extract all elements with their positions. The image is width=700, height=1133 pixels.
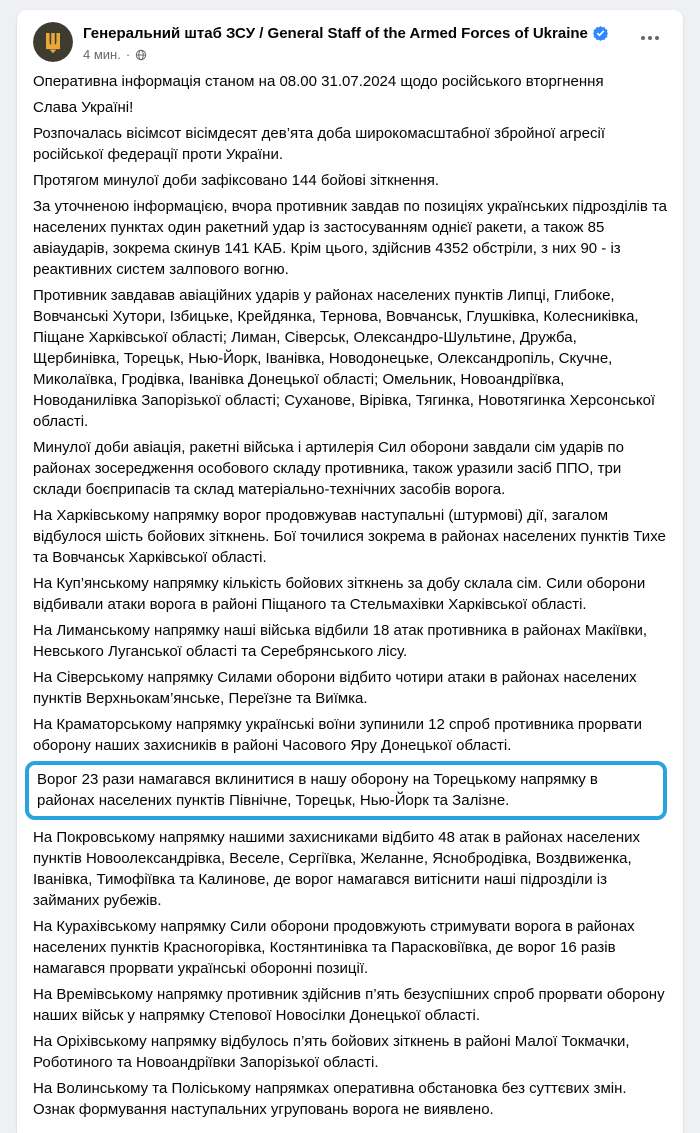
ellipsis-icon: [641, 36, 645, 40]
post-paragraph: На Лиманському напрямку наші війська відбили 18 атак противника в районах Макіївки, Невського Луганської області та Серебрянського лісу.: [33, 622, 648, 660]
post-paragraph: Протягом минулої доби зафіксовано 144 бойові зіткнення.: [33, 172, 440, 189]
post-timestamp[interactable]: 4 мин.: [83, 47, 121, 62]
post-header: [33, 22, 667, 62]
post-paragraph: На Курахівському напрямку Сили оборони продовжують стримувати ворога в районах населених пунктів Красногорівка, Костянтинівка та Парасковіївка, де ворог 16 разів намагався прорвати українські оборонні позиції.: [33, 918, 635, 977]
page-name-link[interactable]: Генеральний штаб ЗСУ / General Staff of the Armed Forces of Ukraine: [83, 25, 588, 42]
post-body: [33, 71, 667, 1120]
post-paragraph: На Куп’янському напрямку кількість бойових зіткнень за добу склала сім. Сили оборони відбивали атаки ворога в районі Піщаного та Стельмахівки Харківської області.: [33, 575, 646, 613]
header-meta: [83, 22, 625, 62]
post-paragraph: Оперативна інформація станом на 08.00 31.07.2024 щодо російського вторгнення: [33, 73, 604, 90]
meta-separator: ·: [125, 47, 131, 62]
post-paragraph: Противник завдавав авіаційних ударів у районах населених пунктів Липці, Глибоке, Вовчанські Хутори, Ізбицьке, Крейдянка, Тернова, Вовчанськ, Глушківка, Колесниківка, Піщане Харківської області; Лиман, Сіверськ, Олександро-Шультине, Дружба, Щербинівка, Торецьк, Нью-Йорк, Іванівка, Новодонецьке, Олександропіль, Скучне, Миколаївка, Гродівка, Іванівка Донецької області; Омельник, Новоандріївка, Новоданилівка Запорізької області; Суханове, Вірівка, Тягинка, Новотягинка Херсонської області.: [33, 287, 656, 430]
post-paragraph: На Оріхівському напрямку відбулось п’ять бойових зіткнень в районі Малої Токмачки, Роботиного та Новоандріївки Запорізької області.: [33, 1033, 630, 1071]
post-paragraph: На Покровському напрямку нашими захисниками відбито 48 атак в районах населених пунктів Новоолександрівка, Веселе, Сергіївка, Желанне, Яснобродівка, Воздвиженка, Іванівка, Тимофіївка та Калинове, де ворог намагався витіснити наші підрозділи із займаних рубежів.: [33, 829, 640, 909]
post-paragraph: На Харківському напрямку ворог продовжував наступальні (штурмові) дії, загалом відбулося шість бойових зіткнень. Бої точилися зокрема в районах населених пунктів Тихе та Вовчанськ Харківської області.: [33, 507, 666, 566]
verified-badge-icon: [593, 26, 608, 41]
post-paragraph: Слава Україні!: [33, 99, 134, 116]
post-options-button[interactable]: [635, 26, 665, 50]
post-paragraph: Розпочалась вісімсот вісімдесят дев’ята доба широкомасштабної збройної агресії російської федерації проти України.: [33, 125, 605, 163]
globe-privacy-icon: [135, 49, 147, 61]
post-paragraph: Минулої доби авіація, ракетні війська і артилерія Сил оборони завдали сім ударів по районах зосередження особового складу противника, також уразили засіб ППО, три склади боєприпасів та склад матеріально-технічних засобів ворога.: [33, 439, 625, 498]
post-paragraph: На Времівському напрямку противник здійснив п’ять безуспішних спроб прорвати оборону наших військ у напрямку Степової Новосілки Донецької області.: [33, 986, 665, 1024]
post-paragraph: На Волинському та Поліському напрямках оперативна обстановка без суттєвих змін. Ознак формування наступальних угруповань ворога не виявлено.: [33, 1080, 627, 1118]
post-paragraph: На Сіверському напрямку Силами оборони відбито чотири атаки в районах населених пунктів Верхньокам’янське, Переїзне та Виїмка.: [33, 669, 637, 707]
post-paragraph: За уточненою інформацією, вчора противник завдав по позиціях українських підрозділів та населених пунктах один ракетний удар із застосуванням однієї ракети, а також 85 авіаударів, зокрема скинув 141 КАБ. Крім цього, здійснив 4352 обстріли, з них 90 - із реактивних систем залпового вогню.: [33, 198, 668, 278]
post-card: [17, 10, 683, 1133]
post-paragraph-highlighted: Ворог 23 рази намагався вклинитися в нашу оборону на Торецькому напрямку в районах населених пунктів Північне, Торецьк, Нью-Йорк та Залізне.: [37, 771, 598, 809]
page-avatar[interactable]: [33, 22, 73, 62]
highlight-annotation-box: [25, 761, 667, 820]
post-paragraph: На Краматорському напрямку українські воїни зупинили 12 спроб противника прорвати оборону наших захисників в районі Часового Яру Донецької області.: [33, 716, 643, 754]
